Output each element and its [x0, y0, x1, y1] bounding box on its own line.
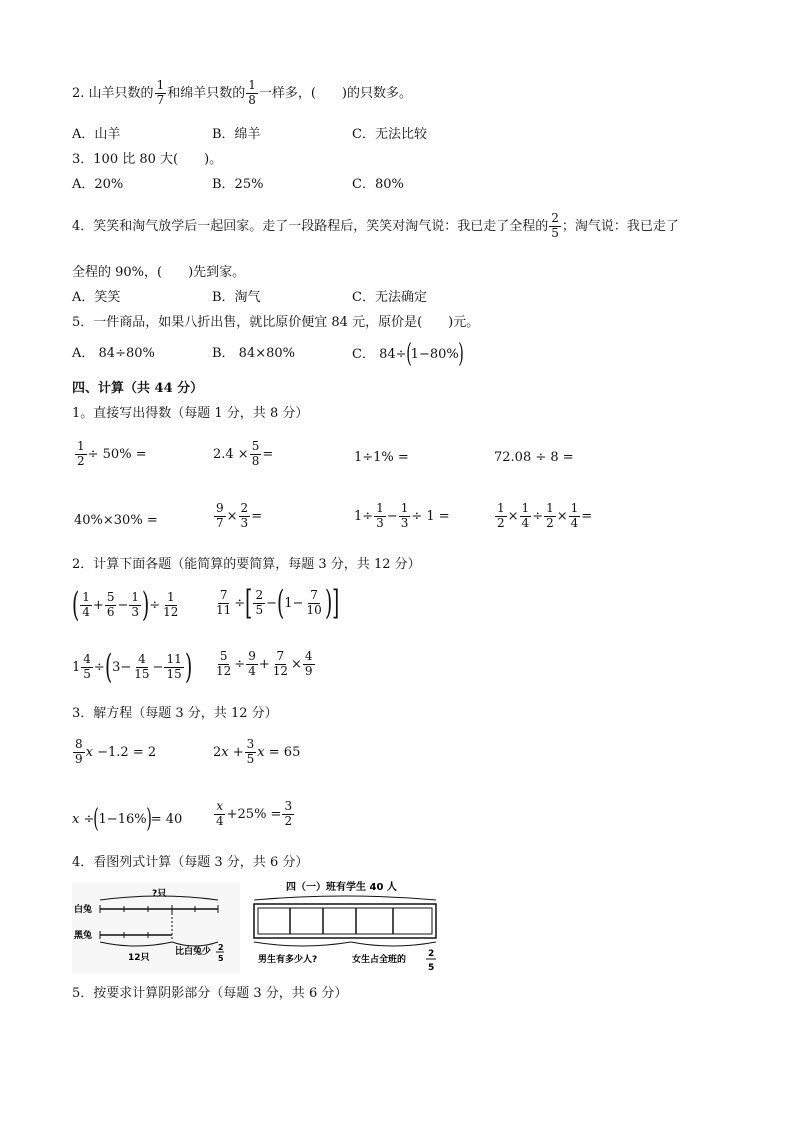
label-bottom: 12只: [128, 953, 150, 963]
fraction: $\frac{1}{7}$: [156, 78, 165, 107]
equation: 2 x + $\frac{3}{5}$ x = 65: [213, 737, 301, 766]
svg-text:5: 5: [428, 963, 435, 973]
subsection-5: 5．按要求计算阴影部分（每题 3 分，共 6 分）: [72, 986, 348, 1001]
option-b: B．绵羊: [212, 127, 261, 142]
equation: $\frac{8}{9}$ x −1.2 = 2: [75, 737, 157, 766]
option-b: B． 84×80%: [212, 346, 296, 361]
calc-item: $\frac{5}{12}$ ÷ $\frac{9}{4}$ + $\frac{7}{12}$ × $\frac{4}{9}$: [216, 649, 313, 678]
class-bar-diagram: [248, 876, 442, 974]
question-2: [72, 79, 412, 108]
oral-item: 40%×30% =: [74, 513, 158, 528]
option-a: A． 84÷80%: [72, 346, 155, 361]
option-b: B．淘气: [212, 290, 261, 305]
oral-item: $\frac{1}{2}$ × $\frac{1}{4}$ ÷ $\frac{1}{2}$ × $\frac{1}{4}$ =: [497, 501, 593, 530]
subsection-1: 1。直接写出得数（每题 1 分，共 8 分）: [72, 406, 309, 421]
question-3: 3．100 比 80 大( )。: [72, 152, 223, 167]
svg-text:5: 5: [218, 954, 224, 963]
diagram-title: 四（一）班有学生 40 人: [286, 882, 397, 893]
oral-item: 2.4 × $\frac{5}{8}$ =: [213, 439, 274, 468]
oral-item: 72.08 ÷ 8 =: [494, 450, 574, 465]
option-c: C．无法比较: [352, 127, 427, 142]
oral-item: 1÷ $\frac{1}{3}$ − $\frac{1}{3}$ ÷ 1 =: [354, 501, 450, 530]
calc-item: 1 $\frac{4}{5}$ ÷ ( 3− $\frac{4}{15}$ − $\frac{11}{15}$ ): [72, 647, 193, 687]
oral-item: 1÷1% =: [354, 450, 409, 465]
question-4-cont: 全程的 90%，( )先到家。: [72, 265, 246, 280]
question-5: 5．一件商品，如果八折出售，就比原价便宜 84 元，原价是( )元。: [72, 315, 480, 330]
label-black-rabbit: 黑兔: [74, 931, 93, 941]
question-boys: 男生有多少人?: [258, 955, 318, 965]
subsection-4: 4．看图列式计算（每题 3 分，共 6 分）: [72, 855, 309, 870]
question-number: 2.: [72, 85, 85, 101]
option-a: A．笑笑: [72, 290, 121, 305]
option-b: B．25%: [212, 177, 264, 192]
subsection-3: 3．解方程（每题 3 分，共 12 分）: [72, 706, 278, 721]
calc-item: $\frac{7}{11}$ ÷ [ $\frac{2}{5}$ − ( 1− $\frac{7}{10}$ ) ]: [216, 583, 340, 623]
option-c: C． 84÷ ( 1−80% ): [352, 339, 464, 369]
section-title: 四、计算（共 44 分）: [72, 381, 204, 396]
question-text: 和绵羊只数的: [167, 85, 246, 101]
oral-item: $\frac{9}{7}$ × $\frac{2}{3}$ =: [216, 501, 263, 530]
option-c: C．无法确定: [352, 290, 427, 305]
question-text: 4．笑笑和淘气放学后一起回家。走了一段路程后，笑笑对淘气说：我已走了全程的: [72, 218, 549, 234]
question-4: [72, 212, 679, 241]
option-a: A．山羊: [72, 127, 121, 142]
calc-item: ( $\frac{1}{4}$ + $\frac{5}{6}$ − $\frac{1}{3}$ ) ÷ $\frac{1}{12}$: [71, 585, 179, 625]
option-a: A．20%: [72, 177, 124, 192]
option-c: C．80%: [352, 177, 404, 192]
question-girls: 女生占全班的: [352, 955, 407, 965]
label-white-rabbit: 白兔: [74, 905, 93, 915]
question-text: ；淘气说：我已走了: [561, 218, 679, 234]
svg-text:2: 2: [218, 943, 224, 952]
equation: $\frac{x}{4}$ +25% = $\frac{3}{2}$: [216, 799, 293, 828]
svg-text:2: 2: [428, 949, 435, 959]
label-less: 比白兔少: [175, 947, 212, 957]
label-top: ?只: [152, 889, 167, 899]
fraction: $\frac{1}{8}$: [248, 78, 256, 107]
oral-item: $\frac{1}{2}$ ÷ 50% =: [77, 439, 147, 468]
question-text: 一样多，( )的只数多。: [258, 85, 413, 101]
equation: x ÷ ( 1−16% ) = 40: [72, 804, 183, 834]
subsection-2: 2．计算下面各题（能简算的要简算，每题 3 分，共 12 分）: [72, 557, 421, 572]
fraction: $\frac{2}{5}$: [551, 211, 559, 240]
question-text: 山羊只数的: [88, 85, 154, 101]
rabbit-segment-diagram: [72, 882, 240, 974]
